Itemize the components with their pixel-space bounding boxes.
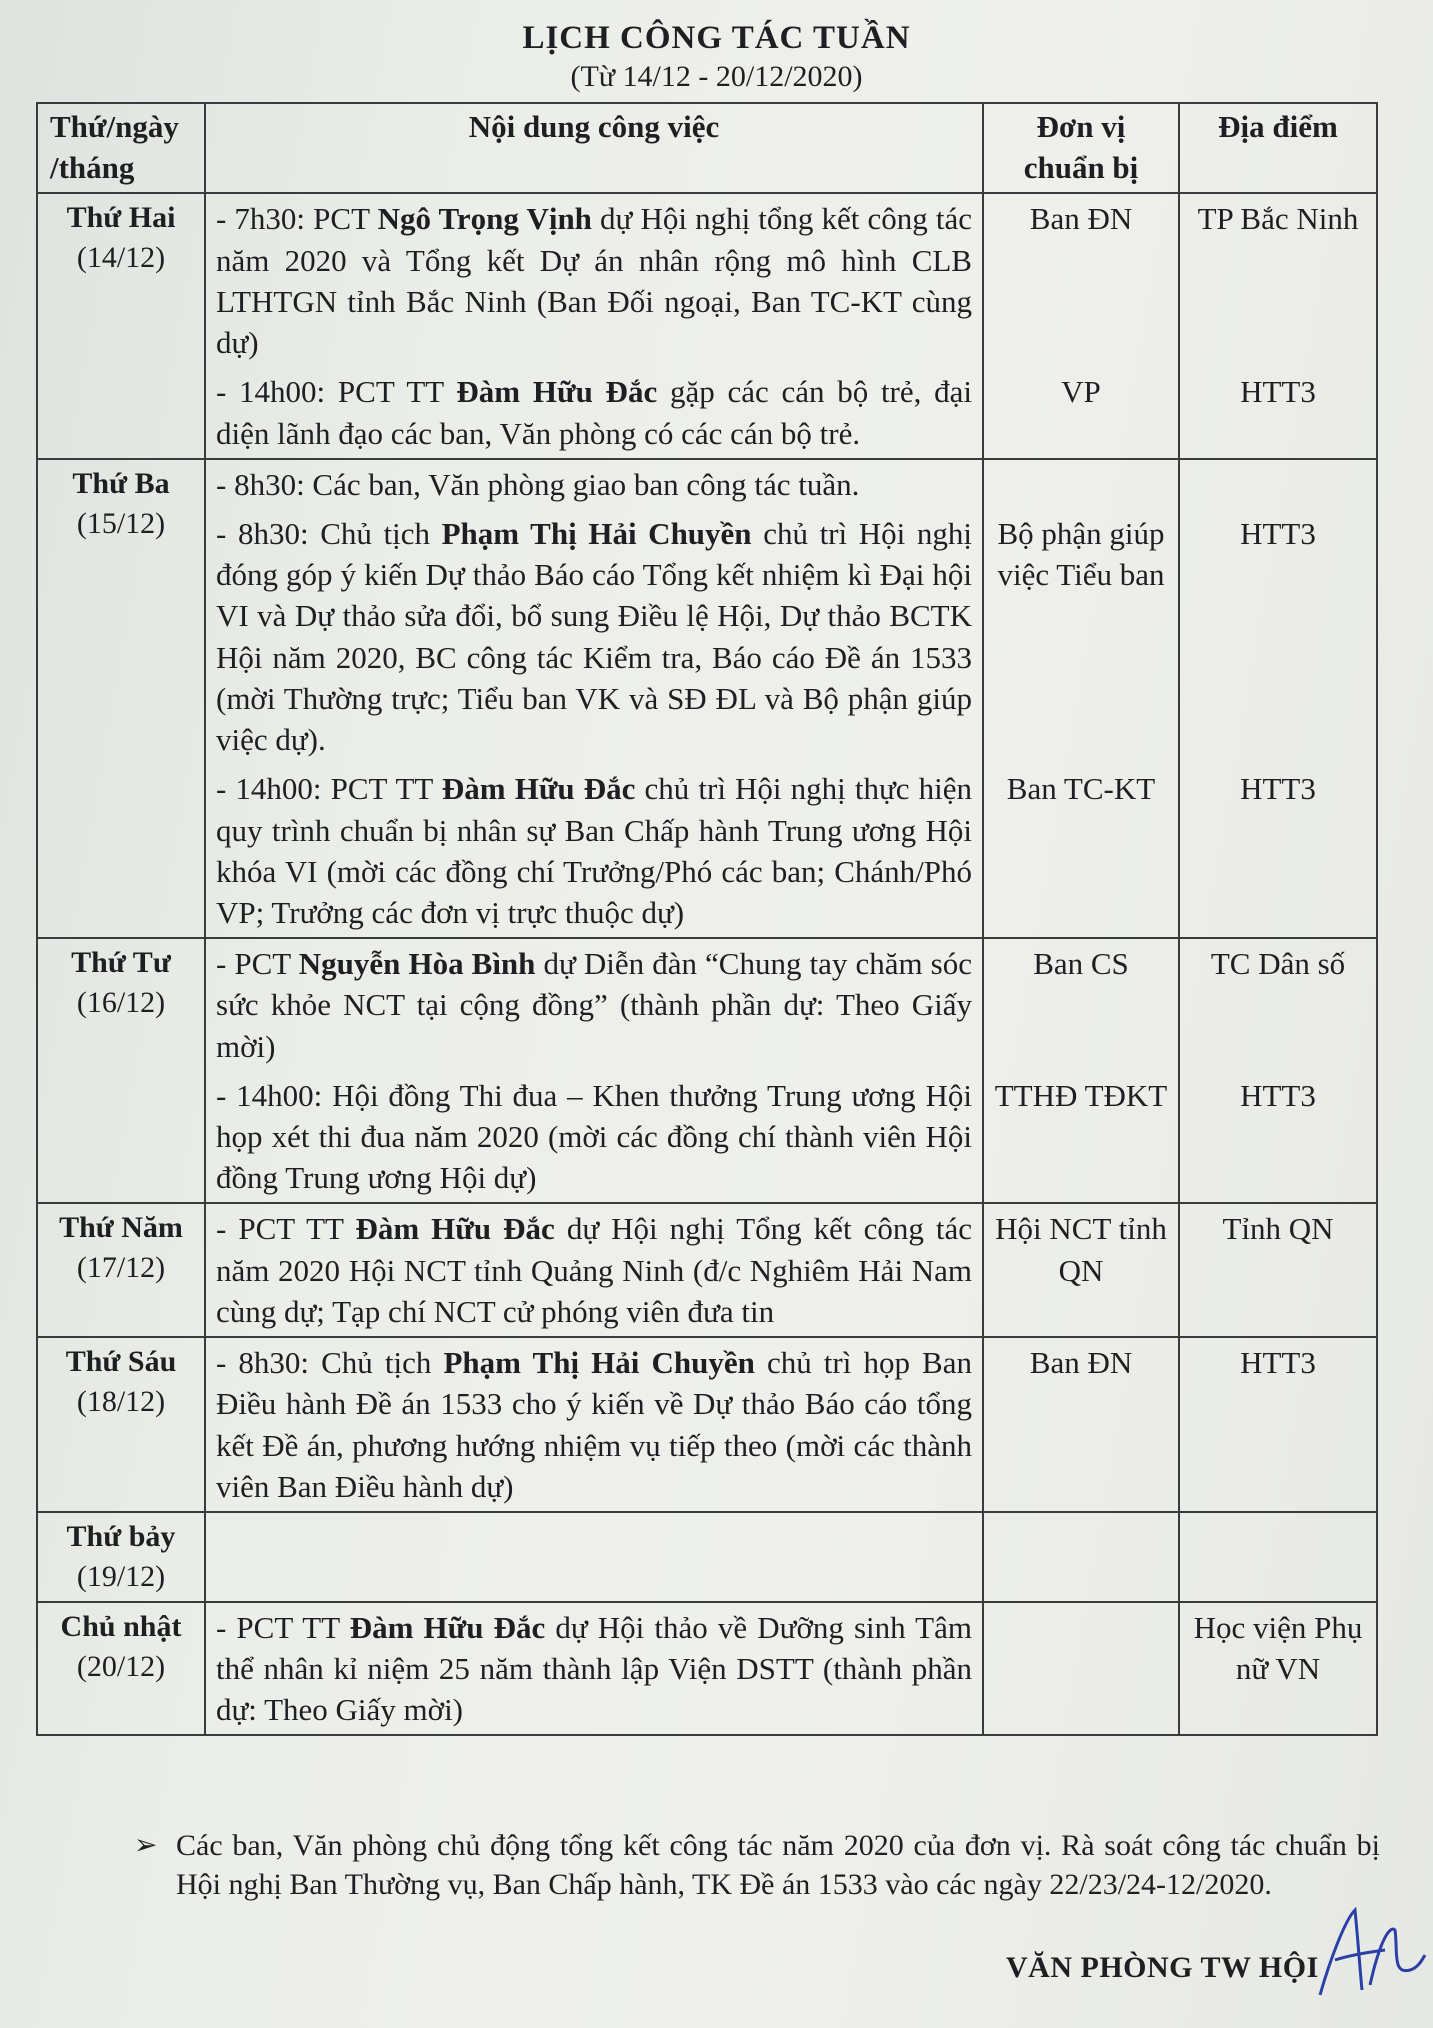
- day-cell: [37, 1602, 205, 1736]
- arrow-bullet-icon: ➢: [134, 1830, 158, 1861]
- place-text: TC Dân số: [1210, 946, 1346, 982]
- note-text: Các ban, Văn phòng chủ động tổng kết công tác năm 2020 của đơn vị. Rà soát công tác chuẩn bị Hội nghị Ban Thường vụ, Ban Chấp hành, TK Đề án 1533 vào các ngày 22/23/24-12/2020.: [176, 1829, 1380, 1901]
- day-name: Thứ bảy: [66, 1520, 176, 1553]
- task-place: [1179, 764, 1377, 938]
- task-content: [205, 1337, 983, 1512]
- task-text-rest: chủ trì họp Ban Điều hành Đề án 1533 cho ý kiến về Dự thảo Báo cáo tổng kết Đề án, phương hướng nhiệm vụ tiếp theo (mời các thành viên Ban Điều hành dự): [216, 1345, 972, 1504]
- task-text-rest: dự Hội thảo về Dưỡng sinh Tâm thể nhân kỉ niệm 25 năm thành lập Viện DSTT (thành phần dự: Theo Giấy mời): [216, 1609, 972, 1728]
- task-content: [205, 367, 983, 458]
- schedule-table: [36, 102, 1378, 1736]
- task-unit: [983, 509, 1179, 764]
- day-name: Thứ Sáu: [65, 1345, 177, 1379]
- task-unit: [983, 1337, 1179, 1512]
- day-date: (17/12): [76, 1251, 166, 1285]
- date-range: (Từ 14/12 - 20/12/2020): [570, 60, 863, 93]
- table-row: [37, 509, 1377, 764]
- col-header-content: Nội dung công việc: [205, 103, 983, 193]
- table-row: [37, 1512, 1377, 1602]
- task-content: [205, 1203, 983, 1337]
- task-unit: [983, 1602, 1179, 1736]
- task-place: [1179, 1337, 1377, 1512]
- unit-text: VP: [1061, 374, 1101, 410]
- task-content: [205, 764, 983, 938]
- task-content: [205, 1512, 983, 1602]
- task-place: [1179, 938, 1377, 1071]
- place-text: HTT3: [1240, 1345, 1316, 1381]
- table-row: [37, 1602, 1377, 1736]
- day-name: Thứ Tư: [71, 946, 171, 980]
- task-place: [1179, 1203, 1377, 1337]
- person-name: Nguyễn Hòa Bình: [298, 946, 536, 982]
- table-row: [37, 938, 1377, 1071]
- schedule-body: [37, 193, 1377, 1735]
- person-name: Ngô Trọng Vịnh: [377, 201, 592, 237]
- task-text: - PCT: [216, 946, 299, 982]
- unit-text: TTHĐ TĐKT: [994, 1077, 1168, 1113]
- task-unit: [983, 1071, 1179, 1204]
- task-unit: [983, 193, 1179, 367]
- task-place: [1179, 1602, 1377, 1736]
- place-text: HTT3: [1240, 1077, 1316, 1113]
- unit-text: Ban ĐN: [1029, 1345, 1133, 1381]
- person-name: Đàm Hữu Đắc: [456, 374, 658, 410]
- task-unit: [983, 764, 1179, 938]
- table-row: [37, 193, 1377, 367]
- task-text: - 14h00: PCT TT: [216, 771, 442, 807]
- header-row: [37, 103, 1377, 193]
- task-place: [1179, 193, 1377, 367]
- unit-text: Ban TC-KT: [1006, 771, 1156, 807]
- task-place: [1179, 459, 1377, 509]
- page-title: LỊCH CÔNG TÁC TUẦN: [522, 20, 911, 56]
- handwritten-signature-icon: [1300, 1900, 1430, 2010]
- task-content: [205, 459, 983, 509]
- day-name: Thứ Ba: [72, 466, 170, 500]
- day-date: (19/12): [76, 1559, 166, 1593]
- day-cell: [37, 1203, 205, 1337]
- task-content: [205, 193, 983, 367]
- table-row: [37, 367, 1377, 458]
- place-text: Học viện Phụ nữ VN: [1193, 1609, 1363, 1686]
- task-text: - 7h30: PCT: [216, 201, 378, 237]
- day-date: (14/12): [76, 241, 166, 275]
- task-text-rest: dự Hội nghị tổng kết công tác năm 2020 và Tổng kết Dự án nhân rộng mô hình CLB LTHTGN tỉnh Bắc Ninh (Ban Đối ngoại, Ban TC-KT cùng dự): [216, 201, 973, 361]
- task-text: - PCT TT: [216, 1211, 356, 1247]
- table-row: [37, 1071, 1377, 1204]
- task-text: - 14h00: PCT TT: [216, 374, 457, 410]
- task-content: [205, 1602, 983, 1736]
- task-text-rest: chủ trì Hội nghị thực hiện quy trình chuẩn bị nhân sự Ban Chấp hành Trung ương Hội khóa VI (mời các đồng chí Trưởng/Phó các ban; Chánh/Phó VP; Trưởng các đơn vị trực thuộc dự): [216, 771, 972, 930]
- task-content: [205, 509, 983, 764]
- task-place: [1179, 509, 1377, 764]
- place-text: TP Bắc Ninh: [1197, 201, 1359, 237]
- day-cell: [37, 459, 205, 938]
- day-cell: [37, 1512, 205, 1602]
- person-name: Đàm Hữu Đắc: [355, 1211, 555, 1247]
- person-name: Phạm Thị Hải Chuyền: [441, 515, 752, 551]
- task-unit: [983, 1203, 1179, 1337]
- day-cell: [37, 1337, 205, 1512]
- task-text: - PCT TT: [216, 1609, 350, 1645]
- day-cell: [37, 193, 205, 458]
- place-text: HTT3: [1240, 771, 1316, 807]
- task-text: - 8h30: Các ban, Văn phòng giao ban công tác tuần.: [216, 466, 860, 502]
- table-row: [37, 459, 1377, 509]
- day-date: (15/12): [76, 506, 166, 540]
- day-name: Thứ Hai: [66, 201, 176, 235]
- task-unit: [983, 367, 1179, 458]
- person-name: Đàm Hữu Đắc: [441, 771, 636, 807]
- task-content: [205, 1071, 983, 1204]
- unit-text: Ban ĐN: [1029, 201, 1133, 237]
- table-row: [37, 1337, 1377, 1512]
- task-text-rest: dự Hội nghị Tổng kết công tác năm 2020 Hội NCT tỉnh Quảng Ninh (đ/c Nghiêm Hải Nam cùng dự; Tạp chí NCT cử phóng viên đưa tin: [216, 1211, 972, 1329]
- day-date: (18/12): [76, 1385, 166, 1419]
- table-row: [37, 1203, 1377, 1337]
- unit-text: Hội NCT tỉnh QN: [995, 1211, 1167, 1288]
- task-place: [1179, 1071, 1377, 1204]
- task-place: [1179, 367, 1377, 458]
- place-text: Tỉnh QN: [1222, 1211, 1334, 1247]
- task-text: - 8h30: Chủ tịch: [216, 515, 442, 551]
- task-unit: [983, 459, 1179, 509]
- task-place: [1179, 1512, 1377, 1602]
- day-date: (20/12): [76, 1649, 166, 1683]
- task-unit: [983, 1512, 1179, 1602]
- signer-office: VĂN PHÒNG TW HỘI: [1006, 1951, 1319, 1984]
- col-header-place: Địa điểm: [1179, 103, 1377, 193]
- day-name: Thứ Năm: [59, 1211, 183, 1245]
- task-text-rest: gặp các cán bộ trẻ, đại diện lãnh đạo các ban, Văn phòng có các cán bộ trẻ.: [216, 374, 972, 451]
- footer-note: [134, 1826, 1380, 1904]
- task-unit: [983, 938, 1179, 1071]
- task-text: - 14h00: Hội đồng Thi đua – Khen thưởng Trung ương Hội họp xét thi đua năm 2020 (mời các đồng chí thành viên Hội đồng Trung ương Hội dự): [216, 1077, 972, 1196]
- unit-text: Bộ phận giúp việc Tiểu ban: [997, 515, 1165, 593]
- place-text: HTT3: [1240, 374, 1316, 410]
- unit-text: Ban CS: [1033, 946, 1129, 982]
- day-cell: [37, 938, 205, 1203]
- day-name: Chủ nhật: [60, 1609, 182, 1643]
- task-text: - 8h30: Chủ tịch: [216, 1345, 444, 1381]
- col-header-day: Thứ/ngày /tháng: [37, 103, 205, 193]
- task-text-rest: chủ trì Hội nghị đóng góp ý kiến Dự thảo Báo cáo Tổng kết nhiệm kì Đại hội VI và Dự thảo sửa đổi, bổ sung Điều lệ Hội, Dự thảo BCTK Hội năm 2020, BC công tác Kiểm tra, Báo cáo Đề án 1533 (mời Thường trực; Tiểu ban VK và SĐ ĐL và Bộ phận giúp việc dự).: [216, 515, 972, 758]
- task-content: [205, 938, 983, 1071]
- place-text: HTT3: [1240, 515, 1316, 551]
- day-date: (16/12): [76, 986, 166, 1020]
- col-header-unit: Đơn vị chuẩn bị: [983, 103, 1179, 193]
- task-text-rest: dự Diễn đàn “Chung tay chăm sóc sức khỏe NCT tại cộng đồng” (thành phần dự: Theo Giấy mời): [216, 946, 972, 1064]
- person-name: Đàm Hữu Đắc: [349, 1609, 546, 1645]
- person-name: Phạm Thị Hải Chuyền: [443, 1345, 755, 1381]
- table-row: [37, 764, 1377, 938]
